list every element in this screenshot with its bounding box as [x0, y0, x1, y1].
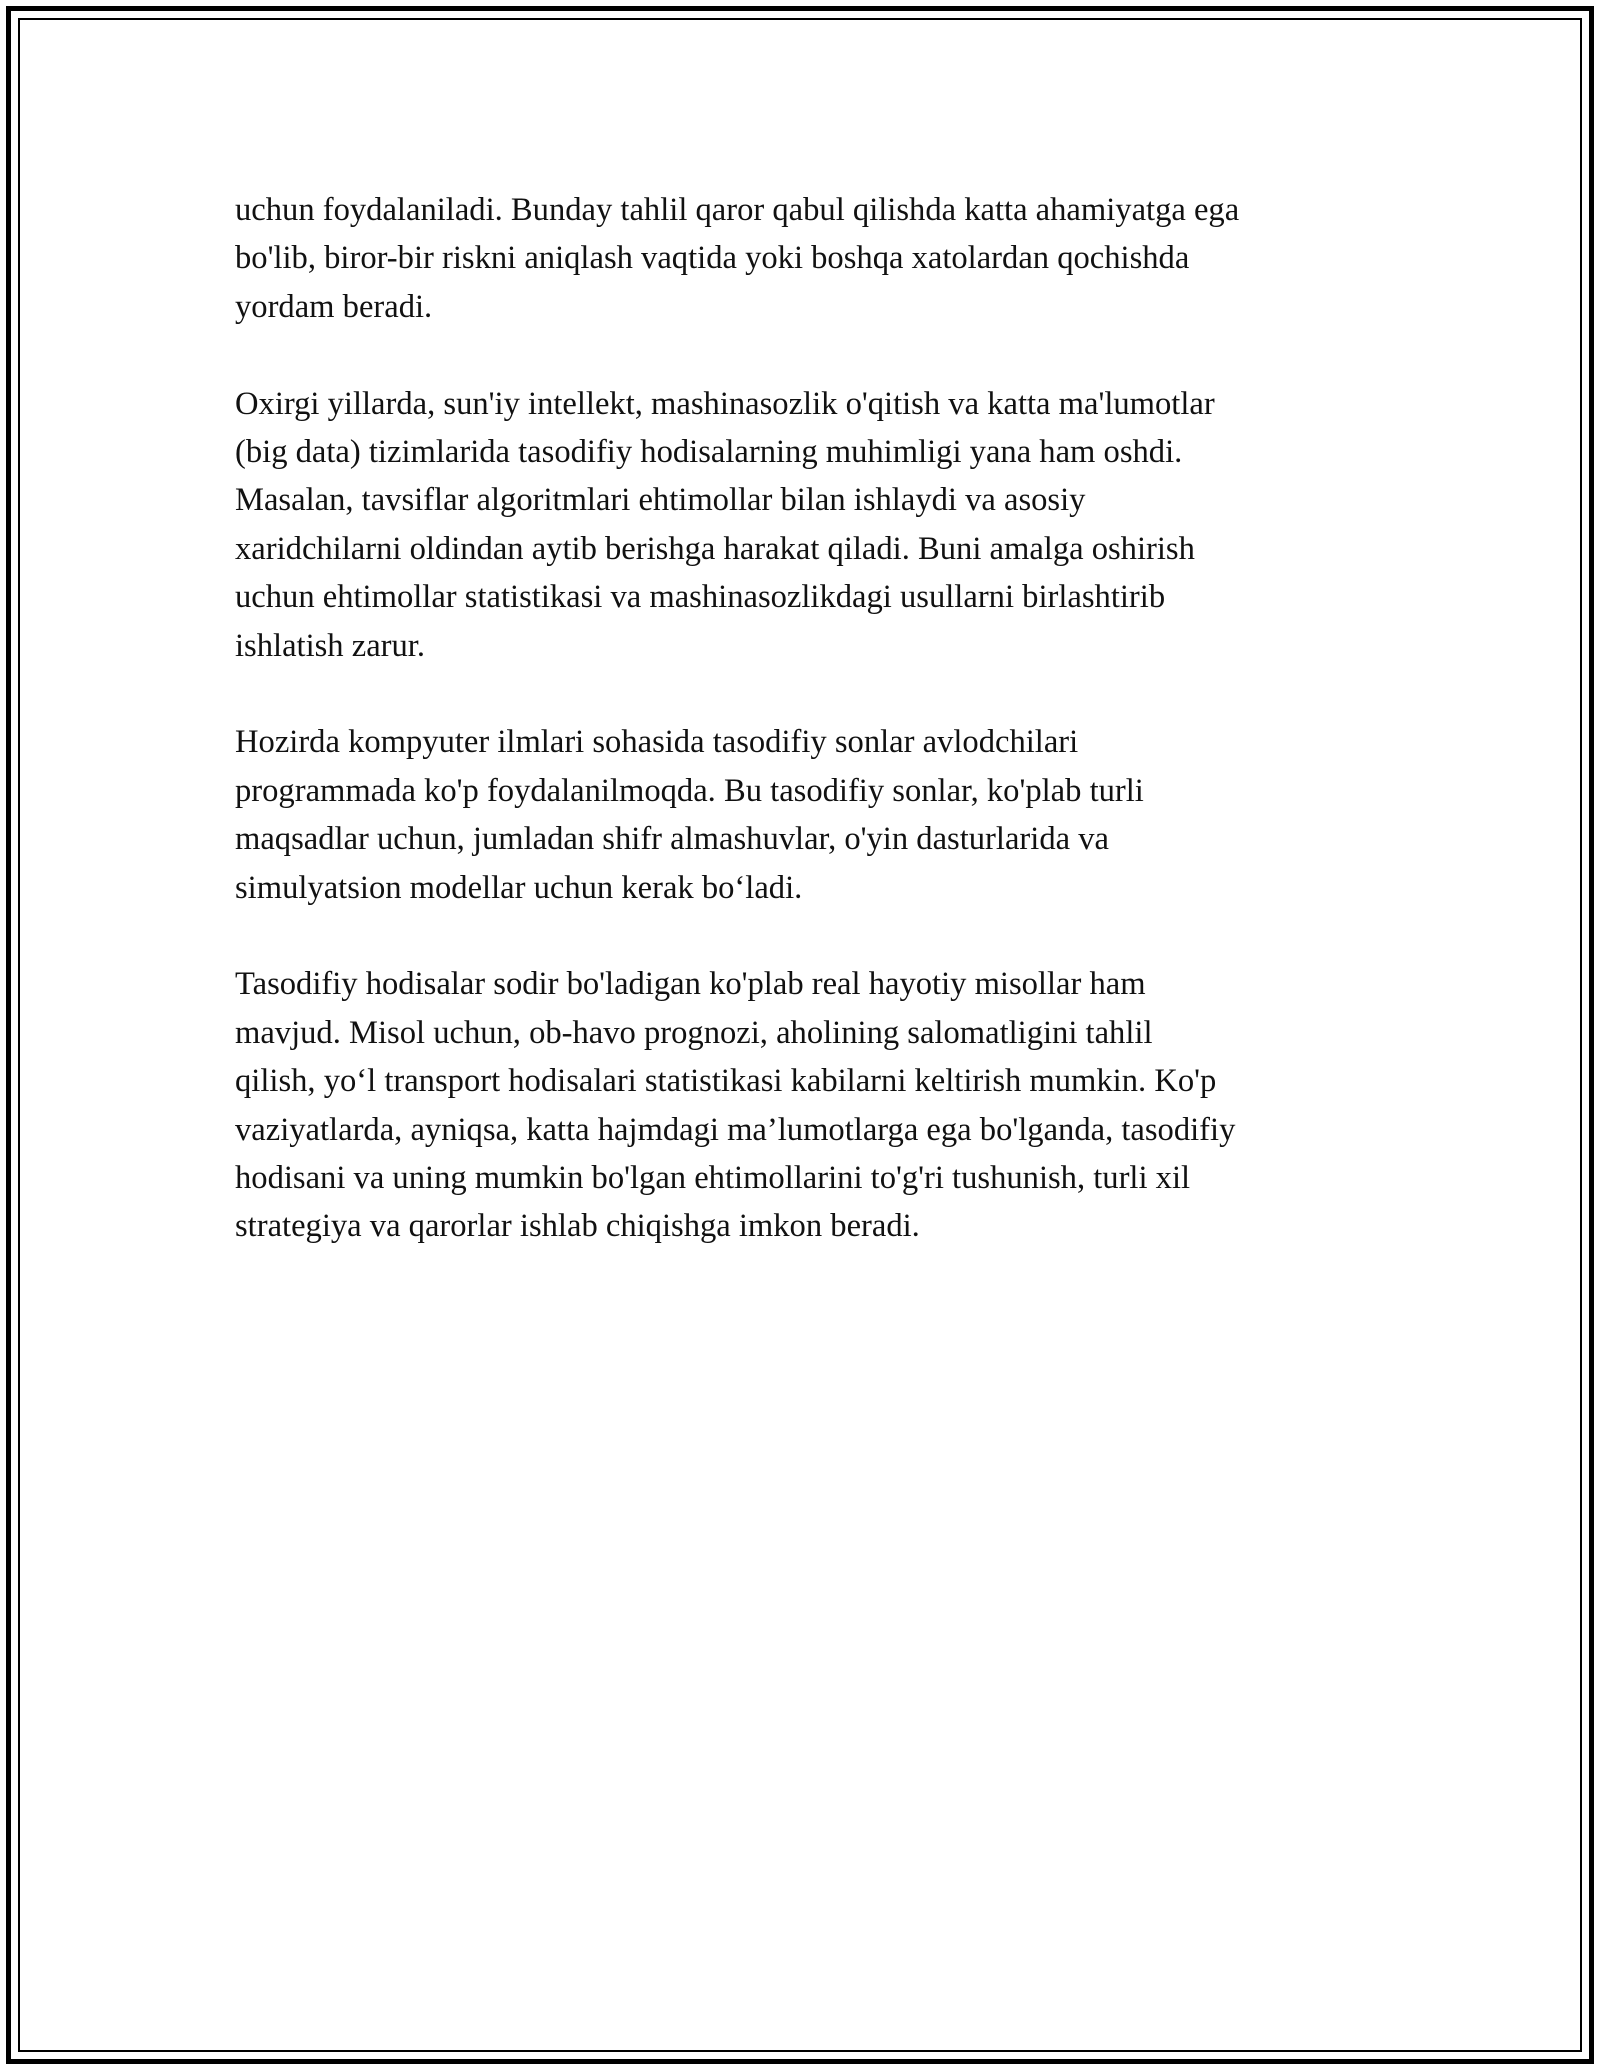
text-line: programmada ko'p foydalanilmoqda. Bu tasodifiy sonlar, ko'plab turli — [235, 772, 1144, 809]
document-body — [235, 186, 1375, 1299]
paragraph-3 — [235, 718, 1375, 912]
text-line: (big data) tizimlarida tasodifiy hodisalarning muhimligi yana ham oshdi. — [235, 434, 1183, 471]
text-line: Hozirda kompyuter ilmlari sohasida tasodifiy sonlar avlodchilari — [235, 724, 1079, 761]
text-line: Tasodifiy hodisalar sodir bo'ladigan ko'plab real hayotiy misollar ham — [235, 966, 1146, 1003]
text-line: Masalan, tavsiflar algoritmlari ehtimollar bilan ishlaydi va asosiy — [235, 482, 1086, 519]
text-line: vaziyatlarda, ayniqsa, katta hajmdagi ma’lumotlarga ega bo'lganda, tasodifiy — [235, 1111, 1236, 1148]
text-line: uchun foydalaniladi. Bunday tahlil qaror qabul qilishda katta ahamiyatga ega — [235, 192, 1240, 228]
paragraph-4 — [235, 960, 1375, 1250]
text-line: maqsadlar uchun, jumladan shifr almashuvlar, o'yin dasturlarida va — [235, 821, 1109, 858]
text-line: yordam beradi. — [235, 288, 433, 325]
text-line: uchun ehtimollar statistikasi va mashinasozlikdagi usullarni birlashtirib — [235, 579, 1166, 616]
text-line: mavjud. Misol uchun, ob-havo prognozi, aholining salomatligini tahlil — [235, 1014, 1153, 1051]
text-line: strategiya va qarorlar ishlab chiqishga imkon beradi. — [235, 1208, 920, 1245]
text-line: hodisani va uning mumkin bo'lgan ehtimollarini to'g'ri tushunish, turli xil — [235, 1160, 1191, 1197]
text-line: bo'lib, biror-bir riskni aniqlash vaqtida yoki boshqa xatolardan qochishda — [235, 240, 1190, 277]
text-line: ishlatish zarur. — [235, 627, 425, 664]
text-line: qilish, yo‘l transport hodisalari statistikasi kabilarni keltirish mumkin. Ko'p — [235, 1063, 1217, 1100]
text-line: simulyatsion modellar uchun kerak bo‘ladi. — [235, 869, 803, 906]
paragraph-2 — [235, 380, 1375, 670]
text-line: Oxirgi yillarda, sun'iy intellekt, mashinasozlik o'qitish va katta ma'lumotlar — [235, 385, 1215, 422]
text-line: xaridchilarni oldindan aytib berishga harakat qiladi. Buni amalga oshirish — [235, 530, 1195, 567]
paragraph-1 — [235, 186, 1375, 331]
